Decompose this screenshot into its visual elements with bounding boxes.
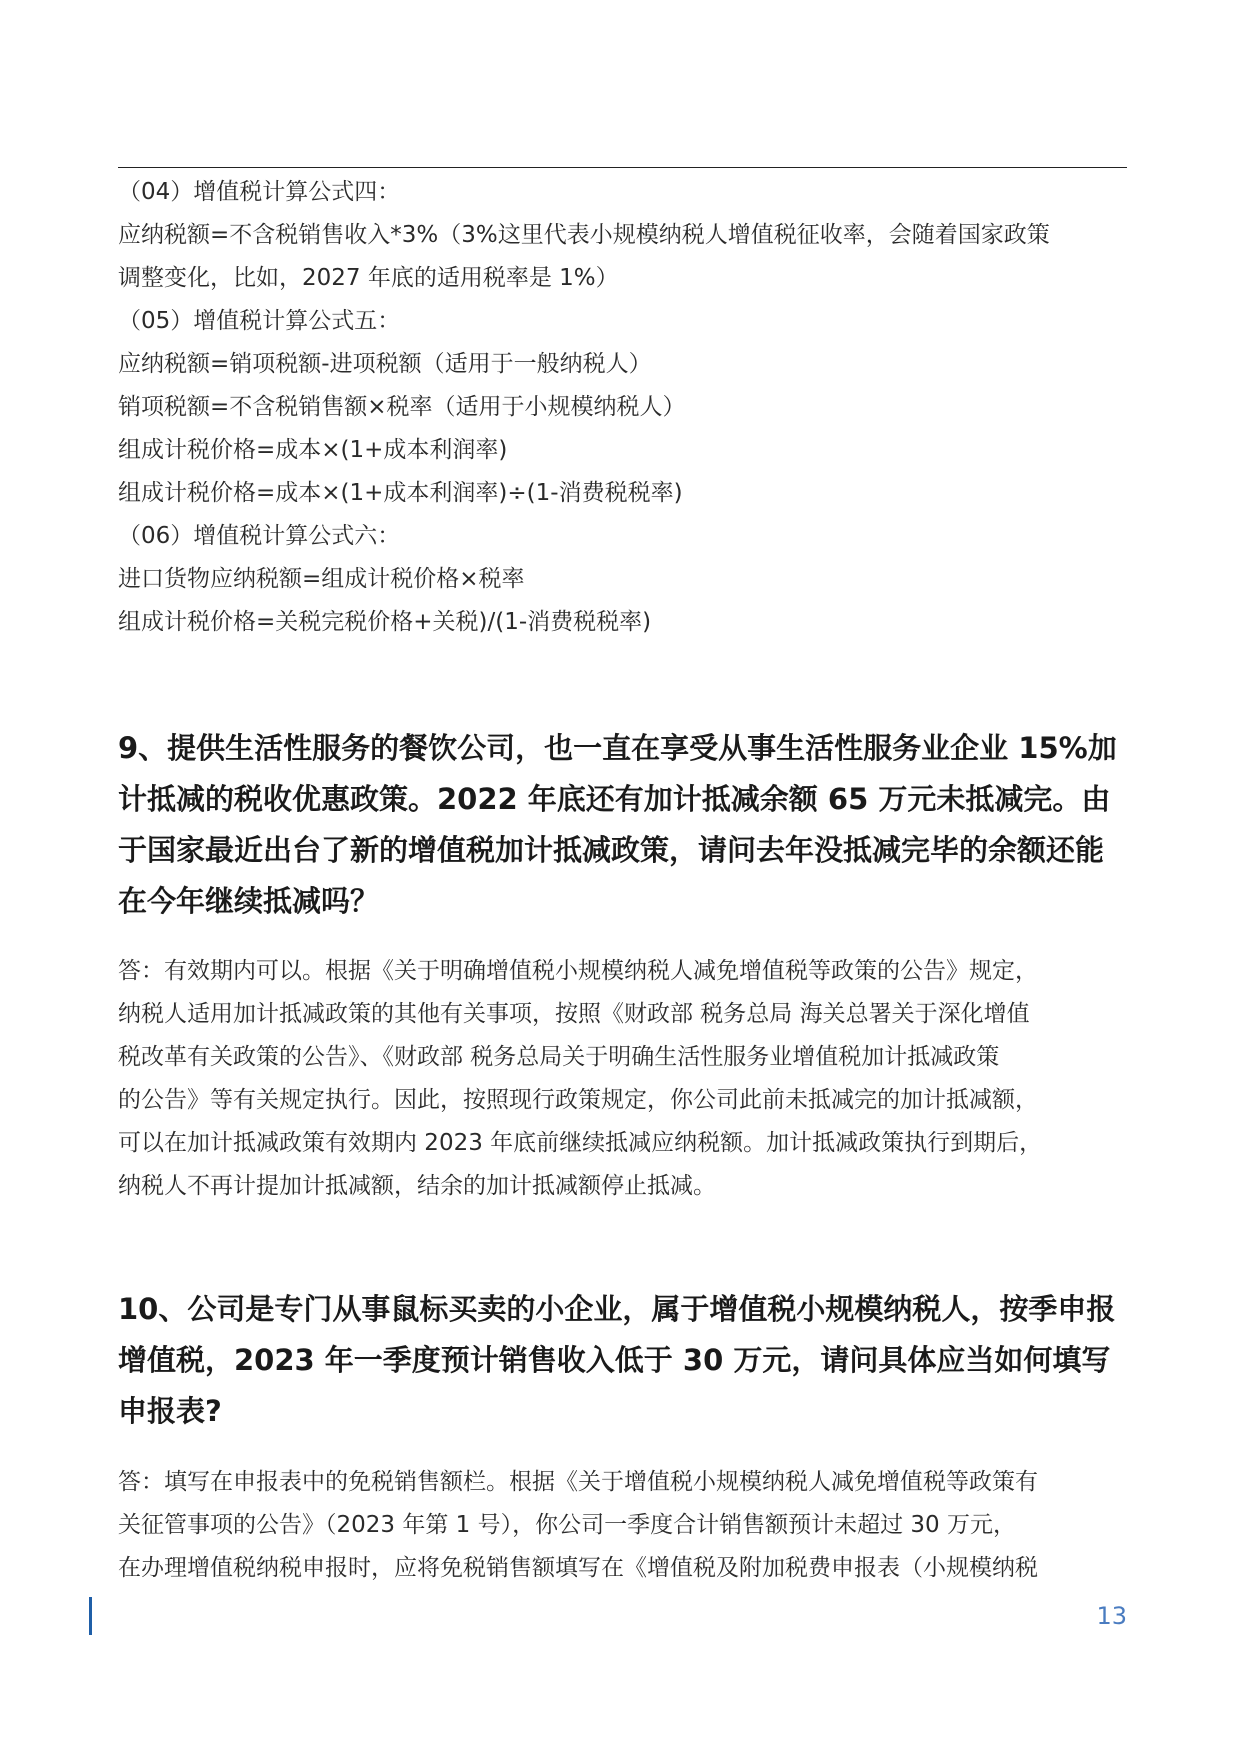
heading-line: 在今年继续抵减吗？ [118,884,380,918]
question-9-answer [118,950,1128,1208]
answer-line: 关征管事项的公告》（2023 年第 1 号），你公司一季度合计销售额预计未超过 30 万元， [118,1512,1016,1538]
formula-line: 销项税额=不含税销售额×税率（适用于小规模纳税人） [118,394,686,420]
formula-line: 调整变化，比如，2027 年底的适用税率是 1%） [118,265,619,291]
answer-line: 税改革有关政策的公告》、《财政部 税务总局关于明确生活性服务业增值税加计抵减政策 [118,1044,1000,1070]
heading-line: 10、公司是专门从事鼠标买卖的小企业，属于增值税小规模纳税人，按季申报 [118,1292,1116,1326]
question-9-heading [118,723,1128,927]
heading-line: 计抵减的税收优惠政策。2022 年底还有加计抵减余额 65 万元未抵减完。由 [118,782,1111,816]
formula-line: （05）增值税计算公式五： [118,308,401,334]
answer-line: 答：填写在申报表中的免税销售额栏。根据《关于增值税小规模纳税人减免增值税等政策有 [118,1469,1038,1495]
answer-line: 纳税人适用加计抵减政策的其他有关事项，按照《财政部 税务总局 海关总署关于深化增值 [118,1001,1030,1027]
formula-line: 应纳税额=不含税销售收入*3%（3%这里代表小规模纳税人增值税征收率，会随着国家政策 [118,222,1050,248]
heading-line: 于国家最近出台了新的增值税加计抵减政策，请问去年没抵减完毕的余额还能 [118,833,1105,867]
formula-line: 进口货物应纳税额=组成计税价格×税率 [118,566,525,592]
answer-line: 答：有效期内可以。根据《关于明确增值税小规模纳税人减免增值税等政策的公告》规定， [118,958,1038,984]
formula-line: 组成计税价格=成本×(1+成本利润率) [118,437,508,463]
heading-line: 增值税，2023 年一季度预计销售收入低于 30 万元，请问具体应当如何填写 [118,1343,1111,1377]
question-10-answer [118,1461,1128,1590]
question-10-heading [118,1284,1128,1437]
formula-line: 组成计税价格=关税完税价格+关税)/(1-消费税税率) [118,609,652,635]
formula-line: （06）增值税计算公式六： [118,523,401,549]
answer-line: 纳税人不再计提加计抵减额，结余的加计抵减额停止抵减。 [118,1173,716,1199]
formula-line: 组成计税价格=成本×(1+成本利润率)÷(1-消费税税率) [118,480,683,506]
formula-section [118,171,1127,644]
heading-line: 申报表? [118,1394,222,1428]
page-number: 13 [1096,1602,1127,1630]
heading-line: 9、提供生活性服务的餐饮公司，也一直在享受从事生活性服务业企业 15%加 [118,731,1117,765]
answer-line: 在办理增值税纳税申报时，应将免税销售额填写在《增值税及附加税费申报表（小规模纳税 [118,1555,1038,1581]
formula-line: （04）增值税计算公式四： [118,179,401,205]
header-rule [118,167,1127,168]
footer-accent-bar [89,1597,92,1635]
answer-line: 可以在加计抵减政策有效期内 2023 年底前继续抵减应纳税额。加计抵减政策执行到期后， [118,1130,1043,1156]
answer-line: 的公告》等有关规定执行。因此，按照现行政策规定，你公司此前未抵减完的加计抵减额， [118,1087,1038,1113]
formula-line: 应纳税额=销项税额-进项税额（适用于一般纳税人） [118,351,652,377]
